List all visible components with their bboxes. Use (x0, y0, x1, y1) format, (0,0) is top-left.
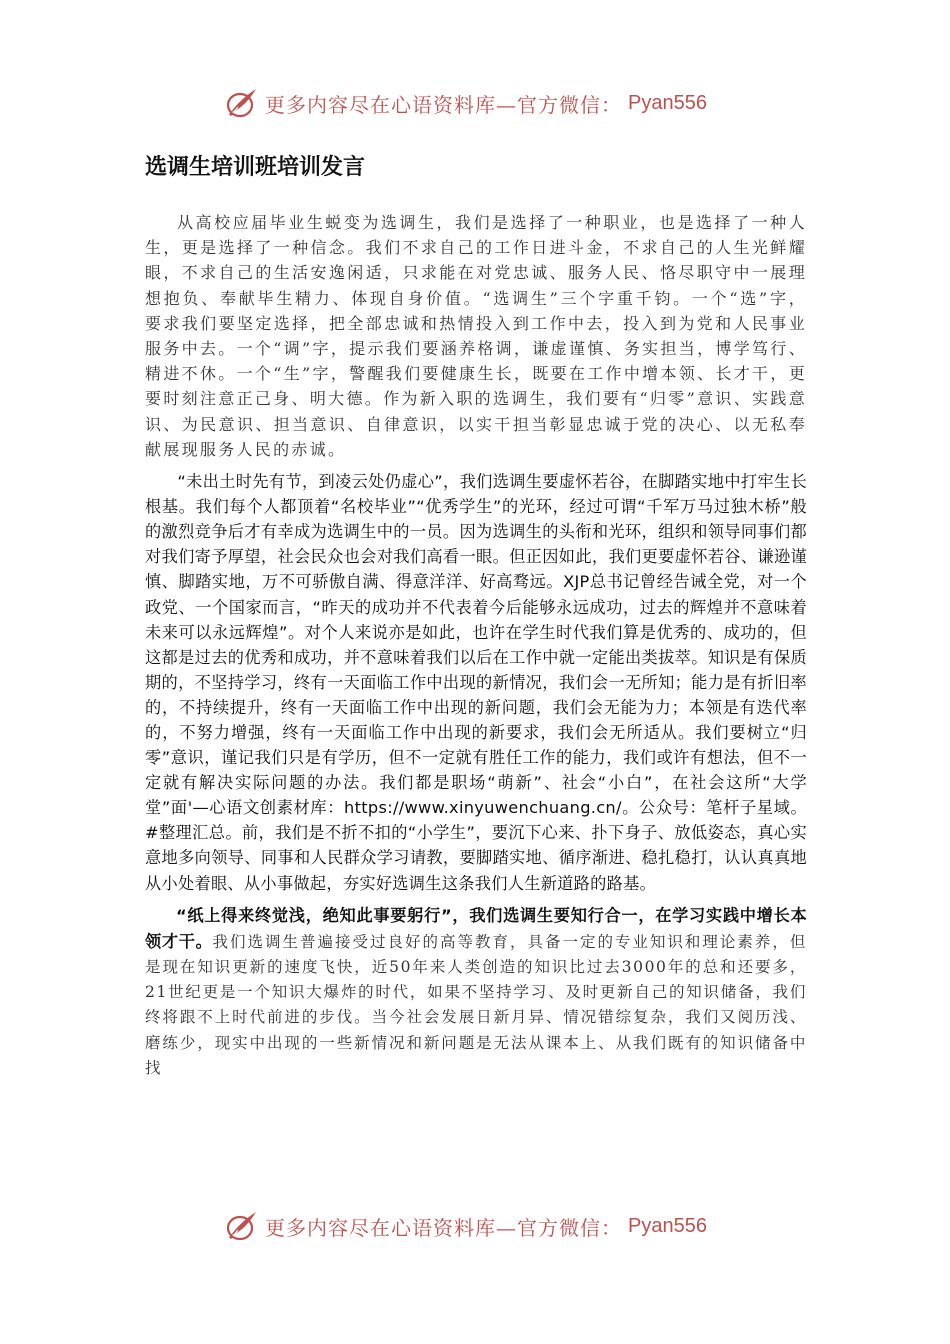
paragraph-lead-bold: “纸上得来终觉浅，绝知此事要躬行”，我们选调生要知行合一，在学习实践中增长本领才干。 (145, 905, 807, 951)
paragraph-text: 我们选调生普遍接受过良好的高等教育，具备一定的专业知识和理论素养，但是现在知识更新的速度飞快，近50年来人类创造的知识比过去3000年的总和还要多，21世纪更是一个知识大爆炸的时代，如果不坚持学习、及时更新自己的知识储备，我们终将跟不上时代前进的步伐。当今社会发展日新月异、情况错综复杂，我们又阅历浅、磨练少，现实中出现的一些新情况和新问题是无法从课本上、从我们既有的知识储备中找 (145, 932, 808, 1077)
paragraph-text: 从高校应届毕业生蜕变为选调生，我们是选择了一种职业，也是选择了一种人生，更是选择了一种信念。我们不求自己的工作日进斗金，不求自己的人生光鲜耀眼，不求自己的生活安逸闲适，只求能在对党忠诚、服务人民、恪尽职守中一展理想抱负、奉献毕生精力、体现自身价值。“选调生”三个字重千钧。一个“选”字，要求我们要坚定选择，把全部忠诚和热情投入到工作中去，投入到为党和人民事业服务中去。一个“调”字，提示我们要涵养格调，谦虚谨慎、务实担当，博学笃行、精进不休。一个“生”字，警醒我们要健康生长，既要在工作中增本领、长才干，更要时刻注意正己身、明大德。作为新入职的选调生，我们要有“归零”意识、实践意识、为民意识、担当意识、自律意识，以实干担当彰显忠诚于党的决心、以无私奉献展现服务人民的赤诚。 (145, 213, 807, 459)
paragraph-text: “未出土时先有节，到凌云处仍虚心”，我们选调生要虚怀若谷，在脚踏实地中打牢生长根基。我们每个人都顶着“名校毕业”“优秀学生”的光环，经过可谓“千军万马过独木桥”般的激烈竞争后才有幸成为选调生中的一员。因为选调生的头衔和光环，组织和领导同事们都对我们寄予厚望，社会民众也会对我们高看一眼。但正因如此，我们更要虚怀若谷、谦逊谨慎、脚踏实地，万不可骄傲自满、得意洋洋、好高骛远。XJP总书记曾经告诫全党，对一个政党、一个国家而言，“昨天的成功并不代表着今后能够永远成功，过去的辉煌并不意味着未来可以永远辉煌”。对个人来说亦是如此，也许在学生时代我们算是优秀的、成功的，但这都是过去的优秀和成功，并不意味着我们以后在工作中就一定能出类拔萃。知识是有保质期的，不坚持学习，终有一天面临工作中出现的新情况，我们会一无所知；能力是有折旧率的，不持续提升，终有一天面临工作中出现的新问题，我们会无能为力；本领是有迭代率的，不努力增强，终有一天面临工作中出现的新要求，我们会无所适从。我们要树立“归零”意识，谨记我们只是有学历，但不一定就有胜任工作的能力，我们或许有想法，但不一定就有解决实际问题的办法。我们都是职场“萌新”、社会“小白”，在社会这所“大学堂”面'—心语文创素材库：https://www.xinyuwenchuang.cn/。公众号：笔杆子星域。#整理汇总。前，我们是不折不扣的“小学生”，要沉下心来、扑下身子、放低姿态，真心实意地多向领导、同事和人民群众学习请教，要脚踏实地、循序渐进、稳扎稳打，认认真真地从小处着眼、从小事做起，夯实好选调生这条我们人生新道路的路基。 (145, 472, 807, 893)
banner-wechat-id: Pyan556 (628, 1214, 707, 1237)
feather-pen-logo-icon (225, 1209, 259, 1243)
banner-text: 更多内容尽在心语资料库—官方微信： (265, 1215, 622, 1240)
document-title: 选调生培训班培训发言 (145, 155, 366, 180)
footer-banner (225, 1208, 745, 1244)
document-body (145, 210, 807, 1088)
header-banner (225, 85, 745, 121)
paragraph (145, 469, 807, 896)
paragraph (145, 210, 807, 462)
paragraph (145, 903, 807, 1081)
banner-text: 更多内容尽在心语资料库—官方微信： (265, 92, 622, 117)
banner-wechat-id: Pyan556 (628, 91, 707, 114)
feather-pen-logo-icon (225, 86, 259, 120)
